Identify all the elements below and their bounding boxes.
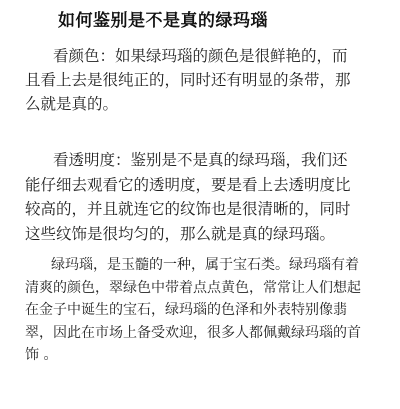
paragraph-line: 看颜色：如果绿玛瑙的颜色是很鲜艳的，而 bbox=[53, 47, 348, 65]
paragraph-intro bbox=[25, 254, 377, 367]
paragraph-line: 在金子中诞生的宝石，绿玛瑙的色泽和外表特别像翡 bbox=[25, 302, 347, 318]
paragraph-line: 清爽的颜色，翠绿色中带着点点黄色，常常让人们想起 bbox=[25, 279, 361, 296]
paragraph-line: 能仔细去观看它的透明度，要是看上去透明度比 bbox=[25, 175, 351, 194]
paragraph-line: 翠，因此在市场上备受欢迎，很多人都佩戴绿玛瑙的首 bbox=[25, 324, 361, 341]
paragraph-color bbox=[25, 44, 377, 116]
paragraph-line: 饰 。 bbox=[25, 347, 58, 363]
article-title: 如何鉴别是不是真的绿玛瑙 bbox=[58, 11, 268, 31]
paragraph-line: 且看上去是很纯正的，同时还有明显的条带，那 bbox=[25, 71, 351, 89]
paragraph-line: 么就是真的。 bbox=[25, 95, 119, 113]
paragraph-line: 这些纹饰是很均匀的，那么就是真的绿玛瑙。 bbox=[25, 224, 336, 243]
paragraph-transparency bbox=[25, 148, 377, 246]
paragraph-line: 绿玛瑙，是玉髓的一种，属于宝石类。绿玛瑙有着 bbox=[51, 257, 359, 273]
paragraph-line: 看透明度：鉴别是不是真的绿玛瑙，我们还 bbox=[53, 151, 348, 169]
paragraph-line: 较高的，并且就连它的纹饰也是很清晰的，同时 bbox=[25, 200, 351, 218]
